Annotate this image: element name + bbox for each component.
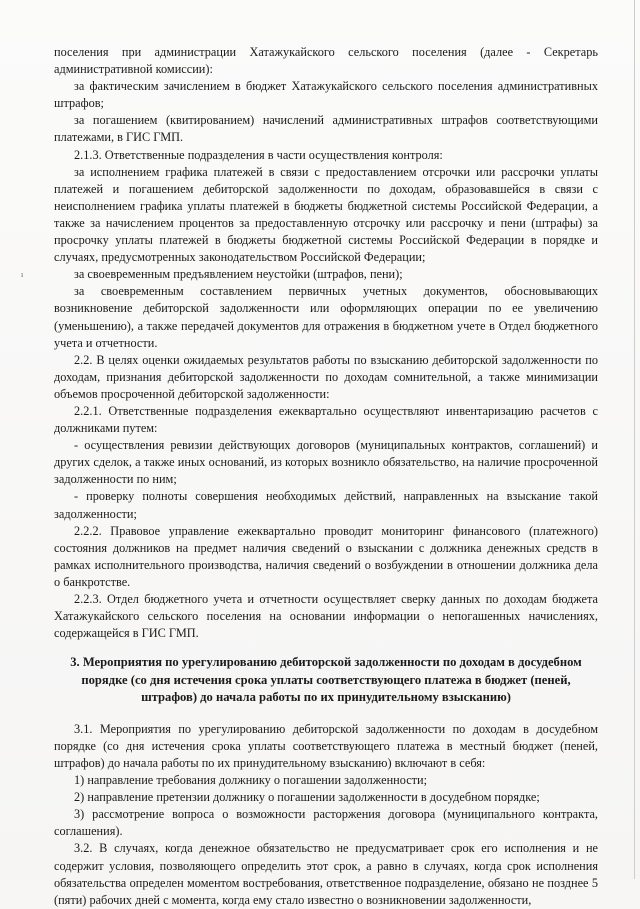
paragraph: поселения при администрации Хатажукайского сельского поселения (далее - Секретарь административной комиссии): <box>54 45 598 77</box>
document-body <box>54 44 598 909</box>
paragraph: за фактическим зачислением в бюджет Хатажукайского сельского поселения административных штрафов; <box>54 79 598 111</box>
paragraph: 2.2.1. Ответственные подразделения ежеквартально осуществляют инвентаризацию расчетов с должниками путем: <box>54 403 598 436</box>
section-3-heading: 3. Мероприятия по урегулированию дебиторской задолженности по доходам в досудебном порядке (со дня истечения срока уплаты соответствующего платежа в бюджет (пеней, штрафов) до начала работы по их принудительному взысканию) <box>70 655 582 705</box>
paragraph: за погашением (квитированием) начислений административных штрафов соответствующими платежами, в ГИС ГМП. <box>54 113 598 145</box>
paragraph: 2.2.2. Правовое управление ежеквартально проводит мониторинг финансового (платежного) состояния должников на предмет наличия сведений о взыскании с должника денежных средств в рамках исполнительного производства, наличия сведений о возбуждении в отношении должника дела о банкротстве. <box>54 523 598 589</box>
paragraph: за исполнением графика платежей в связи с предоставлением отсрочки или рассрочки уплаты платежей и погашением дебиторской задолженности по доходам, образовавшейся в связи с неисполнением графика уплаты платежей в бюджеты бюджетной системы Российской Федерации, а также за начислением процентов за предоставленную отсрочку или рассрочку и пени (штрафы) за просрочку уплаты платежей в бюджеты бюджетной системы Российской Федерации в порядке и случаях, предусмотренных законодательством Российской Федерации; <box>54 164 598 265</box>
paragraph: - проверку полноты совершения необходимых действий, направленных на взыскание такой задолженности; <box>54 489 598 521</box>
paragraph: 2) направление претензии должнику о погашении задолженности в досудебном порядке; <box>74 790 540 805</box>
paragraph: 3.1. Мероприятия по урегулированию дебиторской задолженности по доходам в досудебном порядке (со дня истечения срока уплаты соответствующего платежа в местный бюджет (пеней, штрафов) до начала работы по их принудительному взысканию) включают в себя: <box>54 721 598 770</box>
paragraph: за своевременным предъявлением неустойки (штрафов, пени); <box>74 267 403 282</box>
paragraph: 3.2. В случаях, когда денежное обязательство не предусматривает срок его исполнения и не содержит условия, позволяющего определить этот срок, а равно в случаях, когда срок исполнения обязательства определен моментом востребования, ответственное подразделение, обязано не позднее 5 (пяти) рабочих дней с момента, когда ему стало известно о возникновении задолженности, <box>54 841 598 907</box>
paragraph: 2.2. В целях оценки ожидаемых результатов работы по взысканию дебиторской задолженности по доходам, признания дебиторской задолженности по доходам сомнительной, а также минимизации объемов просроченной дебиторской задолженности: <box>54 352 598 401</box>
paragraph: 2.2.3. Отдел бюджетного учета и отчетности осуществляет сверку данных по доходам бюджета Хатажукайского сельского поселения на основании информации о непогашенных начислениях, содержащейся в ГИС ГМП. <box>54 592 598 641</box>
paragraph: 1) направление требования должнику о погашении задолженности; <box>74 773 428 788</box>
page-edge <box>634 0 635 879</box>
paragraph: 2.1.3. Ответственные подразделения в части осуществления контроля: <box>74 147 443 162</box>
paragraph: за своевременным составлением первичных учетных документов, обосновывающих возникновение дебиторской задолженности или оформляющих операции по ее увеличению (уменьшению), а также передачей документов для отражения в бюджетном учете в Отдел бюджетного учета и отчетности. <box>54 284 598 350</box>
paragraph: - осуществления ревизии действующих договоров (муниципальных контрактов, соглашений) и других сделок, а также иных оснований, из которых возникло обязательство, на наличие просроченной задолженности по ним; <box>54 438 598 487</box>
margin-mark: ı <box>21 270 24 279</box>
paragraph: 3) рассмотрение вопроса о возможности расторжения договора (муниципального контракта, соглашения). <box>54 807 598 839</box>
